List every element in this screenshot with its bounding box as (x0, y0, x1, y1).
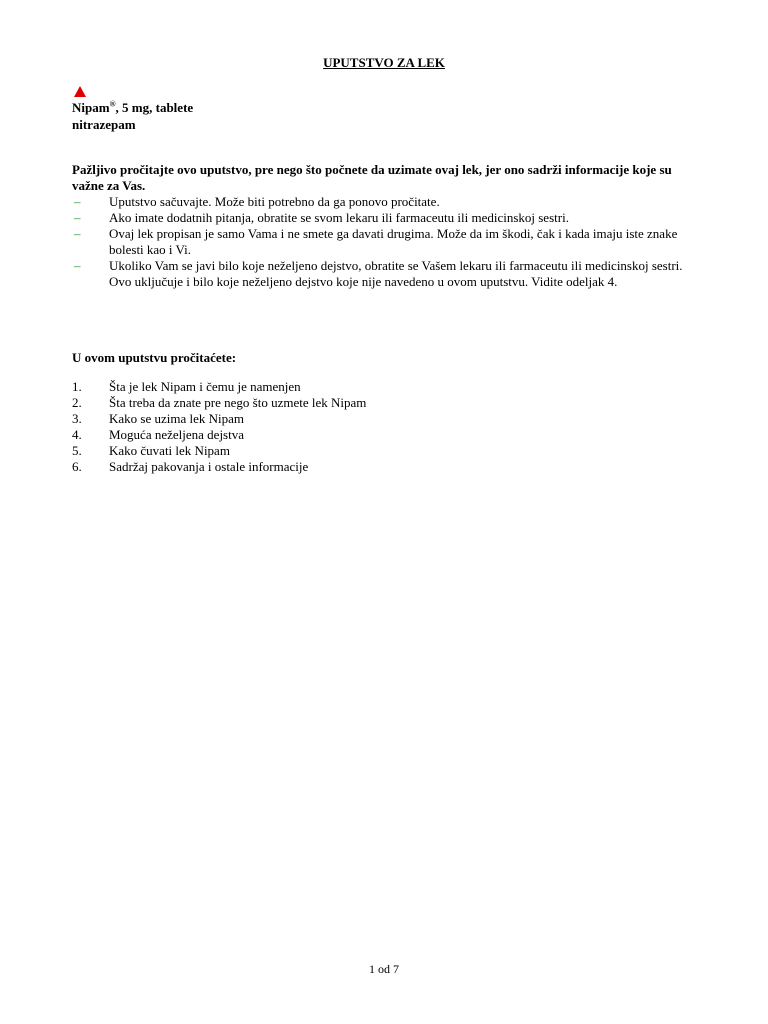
advice-list (72, 194, 696, 290)
toc-text: Šta je lek Nipam i čemu je namenjen (109, 379, 301, 394)
product-name-line (72, 100, 193, 116)
toc-item (72, 443, 366, 459)
registered-mark: ® (109, 99, 116, 109)
toc-text: Kako se uzima lek Nipam (109, 411, 245, 426)
advice-text: Uputstvo sačuvajte. Može biti potrebno da ga ponovo pročitate. (109, 194, 440, 209)
bullet-dash: – (74, 194, 81, 209)
advice-item (72, 226, 696, 258)
black-triangle-icon (74, 86, 86, 97)
toc-heading: U ovom uputstvu pročitaćete: (72, 350, 237, 365)
advice-item (72, 194, 696, 210)
toc-number: 3. (72, 411, 82, 426)
bullet-dash: – (74, 226, 81, 241)
advice-item (72, 258, 696, 290)
product-name: Nipam (72, 100, 110, 115)
toc-number: 1. (72, 379, 82, 394)
toc-item (72, 411, 366, 427)
bullet-dash: – (74, 210, 81, 225)
toc-text: Kako čuvati lek Nipam (109, 443, 230, 458)
toc-text: Moguća neželjena dejstva (109, 427, 244, 442)
advice-text: Ako imate dodatnih pitanja, obratite se svom lekaru ili farmaceutu ili medicinskoj sestri. (109, 210, 569, 225)
toc-number: 5. (72, 443, 82, 458)
document-page (72, 0, 696, 1024)
toc-number: 6. (72, 459, 82, 474)
toc-text: Sadržaj pakovanja i ostale informacije (109, 459, 309, 474)
toc-item (72, 379, 366, 395)
toc-item (72, 427, 366, 443)
toc-item (72, 395, 366, 411)
bullet-dash: – (74, 258, 81, 273)
read-carefully-warning: Pažljivo pročitajte ovo uputstvo, pre nego što počnete da uzimate ovaj lek, jer ono sadrži informacije koje su važne za Vas. (72, 162, 672, 193)
table-of-contents (72, 379, 366, 475)
product-strength: , 5 mg, tablete (115, 100, 194, 115)
advice-text: Ukoliko Vam se javi bilo koje neželjeno dejstvo, obratite se Vašem lekaru ili farmaceutu ili medicinskoj sestri. Ovo uključuje i bilo koje neželjeno dejstvo koje nije navedeno u ovom uputstvu. Vidite odeljak 4. (109, 258, 683, 289)
active-substance: nitrazepam (72, 117, 136, 132)
toc-text: Šta treba da znate pre nego što uzmete lek Nipam (109, 395, 367, 410)
toc-item (72, 459, 366, 475)
toc-number: 4. (72, 427, 82, 442)
page-number: 1 od 7 (369, 962, 399, 976)
advice-item (72, 210, 696, 226)
document-title: UPUTSTVO ZA LEK (323, 55, 445, 70)
advice-text: Ovaj lek propisan je samo Vama i ne smete ga davati drugima. Može da im škodi, čak i kada imaju iste znake bolesti kao i Vi. (109, 226, 678, 257)
toc-number: 2. (72, 395, 82, 410)
